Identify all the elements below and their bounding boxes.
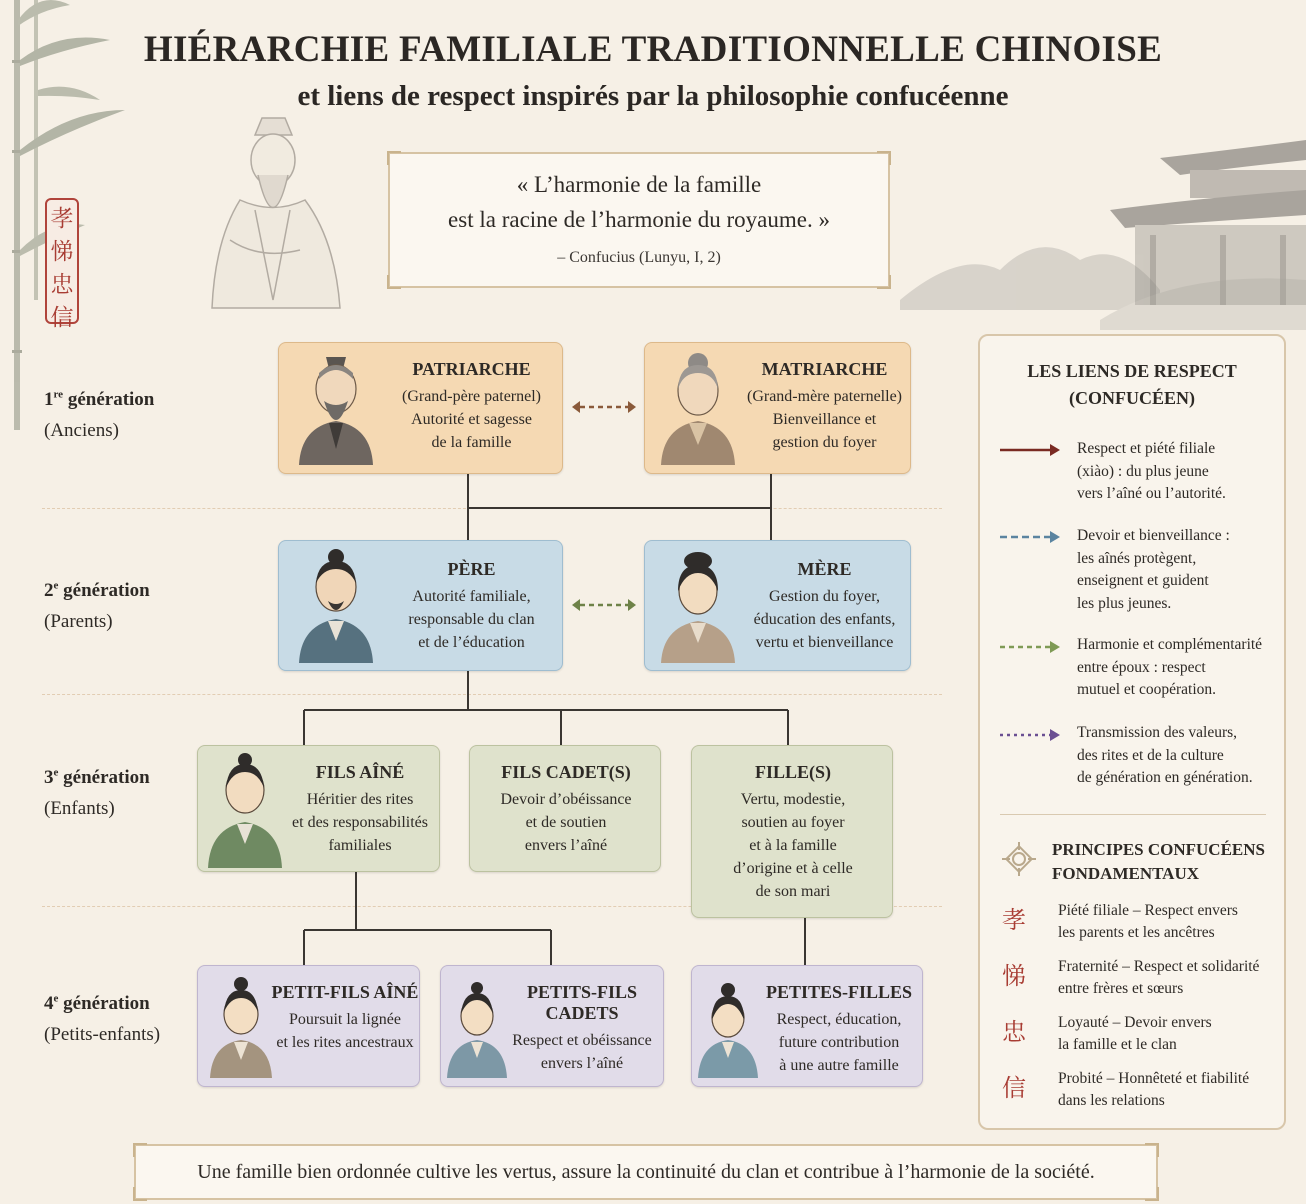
seal-char: 忠 xyxy=(50,272,74,298)
quote-line: est la racine de l’harmonie du royaume. » xyxy=(448,207,830,232)
principles-title: PRINCIPES CONFUCÉENS FONDAMENTAUX xyxy=(1052,840,1265,883)
card-title: FILLE(S) xyxy=(754,762,832,782)
principle-text: Fraternité – Respect et solidarité entre frères et sœurs xyxy=(1058,958,1260,997)
principle-text: Loyauté – Devoir envers la famille et le clan xyxy=(1058,1014,1212,1053)
legend-item: Transmission des valeurs, des rites et de la culture de génération en génération. xyxy=(1077,724,1253,786)
seal-char: 悌 xyxy=(50,239,74,265)
legend-panel xyxy=(978,334,1286,1130)
generation-label-2: 2e génération (Parents) xyxy=(44,580,150,633)
seal-char: 信 xyxy=(50,305,74,331)
corner-ornament xyxy=(1145,1187,1159,1201)
matriarch-portrait-icon xyxy=(653,349,743,465)
legend-arrow-green-dashed xyxy=(1000,637,1064,657)
corner-ornament xyxy=(1145,1143,1159,1157)
footer-text: Une famille bien ordonnée cultive les vertus, assure la continuité du clan et contribue à l’harmonie de la société. xyxy=(197,1161,1095,1183)
seal-char: 孝 xyxy=(50,206,74,232)
spouse-arrow xyxy=(572,401,636,413)
card-eldest-son[interactable]: FILS AÎNÉ Héritier des rites et des responsabilités familiales xyxy=(197,745,440,872)
legend-item: Harmonie et complémentarité entre époux : respect mutuel et coopération. xyxy=(1077,636,1263,698)
granddaughter-portrait-icon xyxy=(696,978,760,1082)
card-title: FILS AÎNÉ xyxy=(315,762,405,782)
card-younger-sons[interactable]: FILS CADET(S) Devoir d’obéissance et de soutien envers l’aîné xyxy=(469,745,661,872)
card-daughters[interactable]: FILLE(S) Vertu, modestie, soutien au foyer et à la famille d’origine et à celle de son mari xyxy=(691,745,893,918)
eldest-grandson-portrait-icon xyxy=(206,974,276,1084)
generation-label-1: 1re génération (Anciens) xyxy=(44,389,155,442)
legend-arrow-purple-dotted xyxy=(1000,725,1064,745)
card-title: MATRIARCHE xyxy=(761,359,888,379)
card-title: PETIT-FILS AÎNÉ xyxy=(271,982,419,1002)
card-matriarch[interactable]: MATRIARCHE (Grand-mère paternelle) Bienveillance et gestion du foyer xyxy=(644,342,911,474)
legend-arrow-blue-dashed xyxy=(1000,527,1064,547)
principle-char: 悌 xyxy=(1002,962,1026,990)
principle-text: Piété filiale – Respect envers les parents et les ancêtres xyxy=(1058,902,1238,941)
card-father[interactable]: PÈRE Autorité familiale, responsable du clan et de l’éducation xyxy=(278,540,563,671)
mother-portrait-icon xyxy=(653,547,743,663)
patriarch-portrait-icon xyxy=(291,349,381,465)
card-title: FILS CADET(S) xyxy=(501,762,631,782)
legend-title: LES LIENS DE RESPECT (CONFUCÉEN) xyxy=(1027,361,1237,408)
legend-item: Devoir et bienveillance : les aînés protègent, enseignent et guident les plus jeunes. xyxy=(1077,527,1230,612)
card-patriarch[interactable]: PATRIARCHE (Grand-père paternel) Autorité et sagesse de la famille xyxy=(278,342,563,474)
card-title: PETITES-FILLES xyxy=(765,982,913,1002)
principle-char: 孝 xyxy=(1002,906,1026,934)
card-younger-grandsons[interactable]: PETITS-FILS CADETS Respect et obéissance envers l’aîné xyxy=(440,965,664,1087)
legend-arrow-solid xyxy=(1000,440,1064,460)
page-title: HIÉRARCHIE FAMILIALE TRADITIONNELLE CHINOISE xyxy=(143,29,1163,70)
legend-divider xyxy=(1000,814,1266,815)
card-mother[interactable]: MÈRE Gestion du foyer, éducation des enfants, vertu et bienveillance xyxy=(644,540,911,671)
father-portrait-icon xyxy=(291,545,381,663)
card-title: MÈRE xyxy=(797,559,852,579)
generation-label-4: 4e génération (Petits-enfants) xyxy=(44,993,161,1046)
card-title: PATRIARCHE xyxy=(412,359,531,379)
knot-ornament-icon xyxy=(1000,840,1038,878)
footer-banner xyxy=(134,1144,1158,1200)
card-title: PÈRE xyxy=(447,559,496,579)
quote-line: « L’harmonie de la famille xyxy=(516,172,762,197)
card-title: PETITS-FILS CADETS xyxy=(526,982,638,1023)
legend-item: Respect et piété filiale (xiào) : du plus jeune vers l’aîné ou l’autorité. xyxy=(1077,440,1226,502)
principle-char: 信 xyxy=(1002,1074,1026,1102)
card-eldest-grandson[interactable]: PETIT-FILS AÎNÉ Poursuit la lignée et les rites ancestraux xyxy=(197,965,420,1087)
spouse-arrow xyxy=(572,599,636,611)
corner-ornament xyxy=(133,1143,147,1157)
eldest-son-portrait-icon xyxy=(204,750,286,868)
principle-char: 忠 xyxy=(1002,1018,1026,1046)
page-subtitle: et liens de respect inspirés par la philosophie confucéenne xyxy=(297,80,1009,112)
generation-label-3: 3e génération (Enfants) xyxy=(44,767,150,820)
card-granddaughters[interactable]: PETITES-FILLES Respect, éducation, future contribution à une autre famille xyxy=(691,965,923,1087)
corner-ornament xyxy=(133,1187,147,1201)
principle-text: Probité – Honnêteté et fiabilité dans les relations xyxy=(1058,1070,1250,1109)
quote-source: – Confucius (Lunyu, I, 2) xyxy=(557,249,721,266)
